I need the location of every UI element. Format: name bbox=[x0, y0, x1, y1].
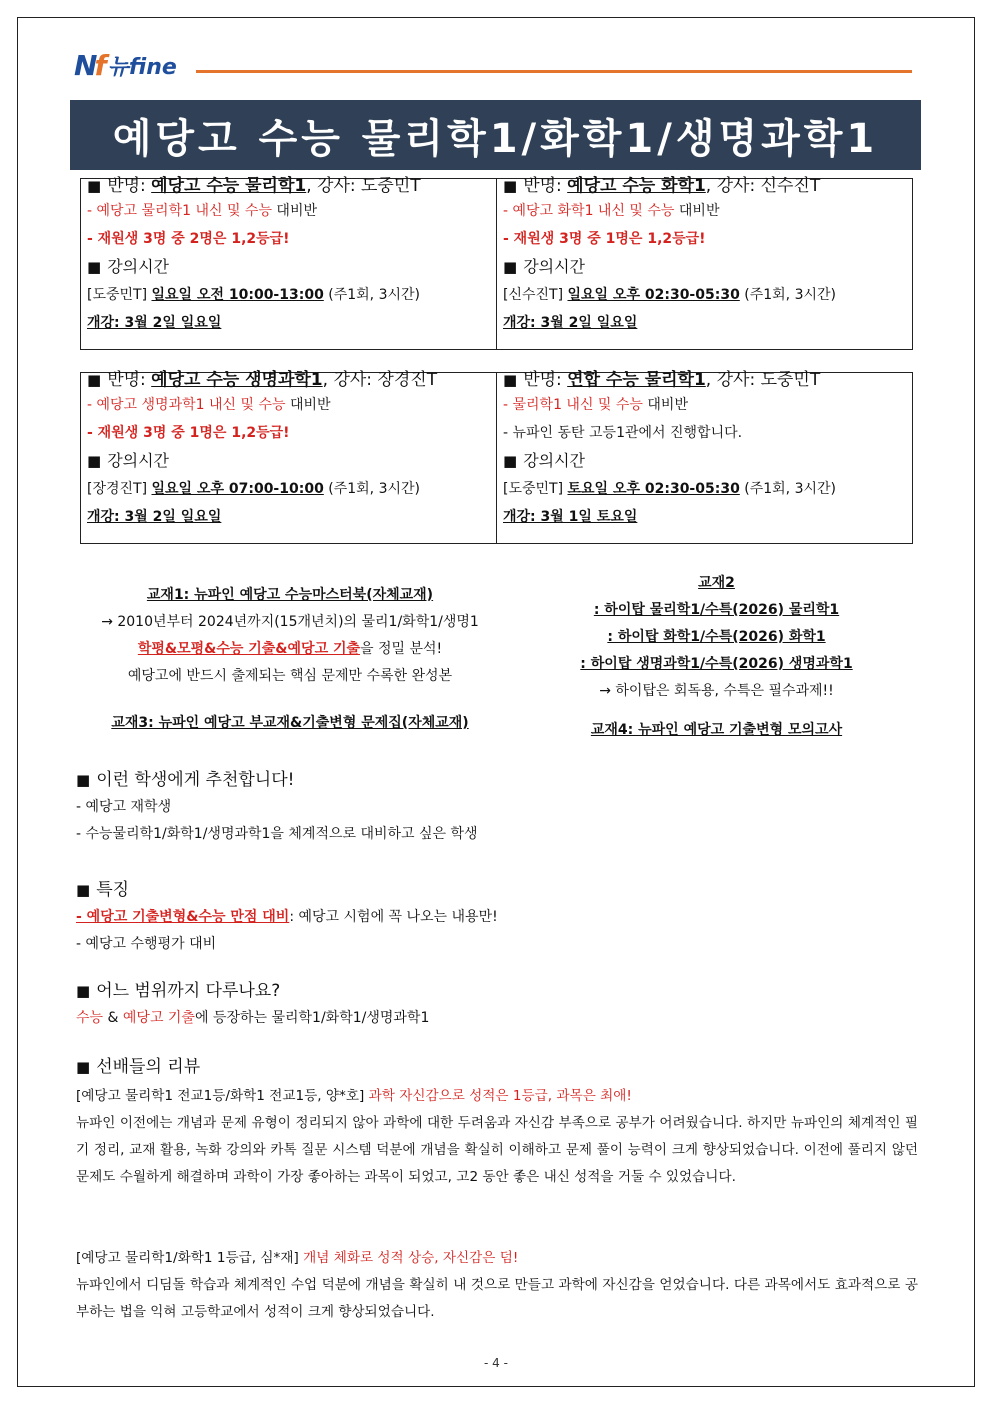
section-heading: ■ 어느 범위까지 다루나요? bbox=[76, 981, 281, 1001]
textbook-right bbox=[520, 570, 913, 744]
textbook-3-title: 교재3: 뉴파인 예당고 부교재&기출변형 문제집(자체교재) bbox=[111, 715, 469, 731]
time-title: ■ 강의시간 bbox=[87, 257, 170, 276]
class-cell bbox=[497, 176, 913, 350]
page-number: - 4 - bbox=[484, 1356, 508, 1370]
class-highlight: - 재원생 3명 중 1명은 1,2등급! bbox=[503, 231, 706, 247]
textbook-left bbox=[80, 582, 500, 737]
class-desc: - 예당고 화학1 내신 및 수능 대비반 bbox=[503, 203, 720, 219]
class-time: [도중민T] 토요일 오후 02:30-05:30 (주1회, 3시간) bbox=[503, 481, 836, 497]
textbook-1-line: → 2010년부터 2024년까지(15개년치)의 물리1/화학1/생명1 bbox=[101, 614, 479, 630]
textbook-1-title: 교재1: 뉴파인 예당고 수능마스터북(자체교재) bbox=[146, 587, 434, 603]
class-start: 개강: 3월 2일 일요일 bbox=[87, 509, 222, 525]
page-title: 예당고 수능 물리학1/화학1/생명과학1 bbox=[112, 115, 879, 162]
review-2 bbox=[76, 1245, 918, 1326]
class-time: [도중민T] 일요일 오전 10:00-13:00 (주1회, 3시간) bbox=[87, 287, 420, 303]
class-cell bbox=[81, 176, 497, 350]
section-heading: ■ 선배들의 리뷰 bbox=[76, 1057, 201, 1077]
class-time: [장경진T] 일요일 오후 07:00-10:00 (주1회, 3시간) bbox=[87, 481, 420, 497]
class-highlight: - 뉴파인 동탄 고등1관에서 진행합니다. bbox=[503, 425, 743, 441]
textbook-2-line: : 하이탑 물리학1/수특(2026) 물리학1 bbox=[593, 602, 840, 618]
reviews-heading-block bbox=[76, 1053, 921, 1081]
class-table-1 bbox=[80, 178, 913, 350]
class-table-2 bbox=[80, 372, 913, 544]
list-item: - 예당고 수행평가 대비 bbox=[76, 936, 217, 952]
class-start: 개강: 3월 1일 토요일 bbox=[503, 509, 638, 525]
header-rule bbox=[196, 70, 912, 73]
class-header: ■ 반명: 예당고 수능 물리학1, 강사: 도중민T bbox=[87, 176, 421, 196]
time-title: ■ 강의시간 bbox=[503, 257, 586, 276]
review-1 bbox=[76, 1083, 918, 1191]
logo bbox=[74, 48, 177, 82]
textbook-2-title: 교재2 bbox=[698, 575, 735, 591]
logo-brand: 뉴fine bbox=[107, 54, 177, 80]
textbook-1-line: 예당고에 반드시 출제되는 핵심 문제만 수록한 완성본 bbox=[127, 668, 453, 684]
time-title: ■ 강의시간 bbox=[503, 451, 586, 470]
class-header: ■ 반명: 예당고 수능 생명과학1, 강사: 장경진T bbox=[87, 370, 438, 390]
class-cell bbox=[497, 370, 913, 544]
scope-text: 수능 & 예당고 기출에 등장하는 물리학1/화학1/생명과학1 bbox=[76, 1010, 430, 1026]
features-section bbox=[76, 876, 921, 958]
title-banner bbox=[70, 100, 921, 170]
recommend-section bbox=[76, 766, 921, 848]
class-start: 개강: 3월 2일 일요일 bbox=[87, 315, 222, 331]
time-title: ■ 강의시간 bbox=[87, 451, 170, 470]
class-time: [신수진T] 일요일 오후 02:30-05:30 (주1회, 3시간) bbox=[503, 287, 836, 303]
class-header: ■ 반명: 연합 수능 물리학1, 강사: 도중민T bbox=[503, 370, 821, 390]
scope-section bbox=[76, 977, 921, 1032]
class-highlight: - 재원생 3명 중 2명은 1,2등급! bbox=[87, 231, 290, 247]
review-header: [예당고 물리학1/화학1 1등급, 심*재] 개념 체화로 성적 상승, 자신감은 덤! bbox=[76, 1250, 519, 1266]
class-desc: - 예당고 물리학1 내신 및 수능 대비반 bbox=[87, 203, 318, 219]
textbook-4-title: 교재4: 뉴파인 예당고 기출변형 모의고사 bbox=[590, 722, 843, 738]
review-body: 뉴파인에서 디딤돌 학습과 체계적인 수업 덕분에 개념을 확실히 내 것으로 만들고 과학에 자신감을 얻었습니다. 다른 과목에서도 효과적으로 공부하는 법을 익혀 고등학교에서 성적이 크게 향상되었습니다. bbox=[76, 1277, 918, 1320]
review-header: [예당고 물리학1 전교1등/화학1 전교1등, 양*호] 과학 자신감으로 성적은 1등급, 과목은 최애! bbox=[76, 1088, 632, 1104]
class-start: 개강: 3월 2일 일요일 bbox=[503, 315, 638, 331]
class-desc: - 예당고 생명과학1 내신 및 수능 대비반 bbox=[87, 397, 331, 413]
textbook-1-line: 학평&모평&수능 기출&예당고 기출을 정밀 분석! bbox=[137, 641, 443, 657]
class-cell bbox=[81, 370, 497, 544]
section-heading: ■ 특징 bbox=[76, 880, 130, 900]
class-highlight: - 재원생 3명 중 1명은 1,2등급! bbox=[87, 425, 290, 441]
list-item: - 예당고 재학생 bbox=[76, 799, 172, 815]
section-heading: ■ 이런 학생에게 추천합니다! bbox=[76, 770, 295, 790]
class-desc: - 물리학1 내신 및 수능 대비반 bbox=[503, 397, 688, 413]
class-header: ■ 반명: 예당고 수능 화학1, 강사: 신수진T bbox=[503, 176, 821, 196]
textbook-2-note: → 하이탑은 회독용, 수특은 필수과제!! bbox=[599, 683, 834, 699]
textbook-2-line: : 하이탑 생명과학1/수특(2026) 생명과학1 bbox=[580, 656, 853, 672]
logo-mark: Nf bbox=[74, 48, 104, 82]
list-item: - 수능물리학1/화학1/생명과학1을 체계적으로 대비하고 싶은 학생 bbox=[76, 826, 478, 842]
textbooks-section bbox=[80, 570, 913, 740]
textbook-2-line: : 하이탑 화학1/수특(2026) 화학1 bbox=[607, 629, 826, 645]
review-body: 뉴파인 이전에는 개념과 문제 유형이 정리되지 않아 과학에 대한 두려움과 자신감 부족으로 공부가 어려웠습니다. 하지만 뉴파인의 체계적인 필기 정리, 교재 활용, 녹화 강의와 카톡 질문 시스템 덕분에 개념을 확실히 이해하고 문제 풀이 능력이 크게 향상되었습니다. 이전에 풀리지 않던 문제도 수월하게 해결하며 과학이 가장 좋아하는 과목이 되었고, 고2 동안 좋은 내신 성적을 거둘 수 있었습니다. bbox=[76, 1115, 918, 1185]
list-item: - 예당고 기출변형&수능 만점 대비: 예당고 시험에 꼭 나오는 내용만! bbox=[76, 909, 498, 925]
